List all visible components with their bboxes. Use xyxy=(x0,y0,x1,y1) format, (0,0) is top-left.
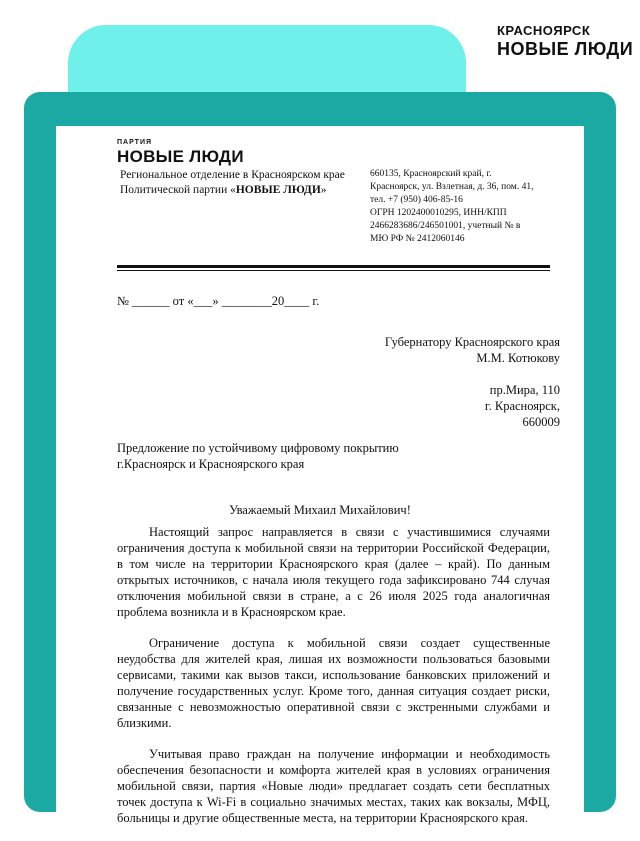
letterhead-logo xyxy=(117,139,244,165)
document-number-line: № ______ от «___» ________20____ г. xyxy=(117,294,320,308)
recipient-block xyxy=(385,334,560,430)
address-line: ОГРН 1202400010295, ИНН/КПП xyxy=(370,208,507,218)
sender-address xyxy=(370,168,533,246)
address-line: тел. +7 (950) 406-85-16 xyxy=(370,195,463,205)
sender-organization xyxy=(120,168,345,198)
body-paragraph: Учитывая право граждан на получение информации и необходимость обеспечения безопасности и комфорта жителей края в условиях ограничения мобильной связи, партия «Новые люди» предлагает создать сети бесплатных точек доступа к Wi-Fi в социально значимых местах, таких как вокзалы, МФЦ, больницы и другие общественные места, на территории Красноярского края. xyxy=(117,747,550,825)
brand-name: НОВЫЕ ЛЮДИ xyxy=(497,39,634,59)
org-line-1: Региональное отделение в Красноярском крае xyxy=(120,169,345,181)
greeting: Уважаемый Михаил Михайлович! xyxy=(229,503,411,517)
brand-city: КРАСНОЯРСК xyxy=(497,23,591,38)
folder-tab-shoulder xyxy=(260,25,466,95)
org-line-2 xyxy=(120,183,345,198)
org-line-2-bold: НОВЫЕ ЛЮДИ xyxy=(235,184,321,196)
recipient-street: пр.Мира, 110 xyxy=(489,383,560,397)
recipient-zip: 660009 xyxy=(522,415,560,429)
letter-body xyxy=(117,524,550,841)
brand-logo xyxy=(497,24,633,58)
body-paragraph: Ограничение доступа к мобильной связи создает существенные неудобства для жителей края, лишая их возможности пользоваться базовыми сервисами, такими как вызов такси, использование банковских приложений и получение государственных услуг. Кроме того, данная ситуация создает риски, связанные с невозможностью оперативной связи с экстренными службами и близкими. xyxy=(117,636,550,730)
letter-subject: Предложение по устойчивому цифровому покрытию г.Красноярск и Красноярского края xyxy=(117,441,399,471)
header-divider-thin xyxy=(117,270,550,271)
address-line: Красноярск, ул. Взлетная, д. 36, пом. 41, xyxy=(370,182,534,192)
header-divider-thick xyxy=(117,265,550,268)
recipient-title: Губернатору Красноярского края xyxy=(384,335,560,349)
body-paragraph: Настоящий запрос направляется в связи с участившимися случаями ограничения доступа к мобильной связи на территории Российской Федерации, в том числе на территории Красноярского края (далее – край). По данным открытых источников, с начала июля текущего года зафиксировано 744 случая отключения мобильной связи в стране, а с 26 июля 2025 года аналогичная проблема возникла и в Красноярском крае. xyxy=(117,525,550,619)
address-line: МЮ РФ № 2412060146 xyxy=(370,234,465,244)
letterhead-party-name: НОВЫЕ ЛЮДИ xyxy=(117,147,244,166)
org-line-2-suffix: » xyxy=(320,184,327,196)
address-line: 2466283686/246501001, учетный № в xyxy=(370,221,521,231)
org-line-2-prefix: Политической партии « xyxy=(120,184,236,196)
recipient-name: М.М. Котюкову xyxy=(476,351,560,365)
letterhead-party-label: ПАРТИЯ xyxy=(117,139,153,146)
recipient-city: г. Красноярск, xyxy=(484,399,560,413)
address-line: 660135, Красноярский край, г. xyxy=(370,169,492,179)
